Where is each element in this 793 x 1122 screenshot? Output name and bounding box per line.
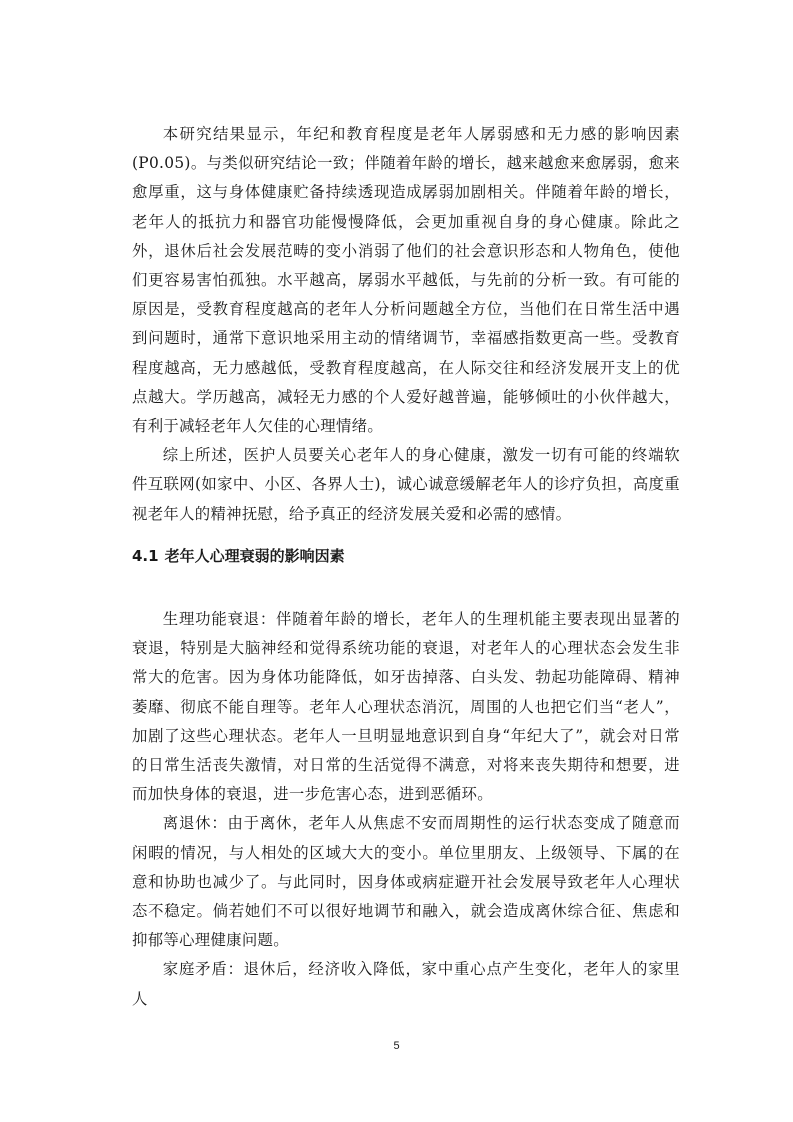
section-heading <box>132 542 345 570</box>
section-number: 4.1 <box>132 547 159 565</box>
paragraph-family-conflict: 家庭矛盾：退休后，经济收入降低，家中重心点产生变化，老年人的家里人 <box>132 960 680 1008</box>
body-section-intro <box>132 120 680 529</box>
paragraph-summary: 综上所述，医护人员要关心老年人的身心健康，激发一切有可能的终端软件互联网(如家中、小区、各界人士)，诚心诚意缓解老年人的诊疗负担，高度重视老年人的精神抚慰，给予真正的经济发展关爱和必需的感情。 <box>132 446 680 523</box>
body-section-factors <box>132 605 680 1014</box>
paragraph-retirement: 离退休：由于离休，老年人从焦虑不安而周期性的运行状态变成了随意而闲暇的情况，与人相处的区域大大的变小。单位里朋友、上级领导、下属的在意和协助也减少了。与此同时，因身体或病症避开社会发展导致老年人心理状态不稳定。倘若她们不可以很好地调节和融入，就会造成离休综合征、焦虑和抑郁等心理健康问题。 <box>132 814 680 950</box>
paragraph-research-findings: 本研究结果显示，年纪和教育程度是老年人孱弱感和无力感的影响因素(P0.05)。与类似研究结论一致；伴随着年龄的增长，越来越愈来愈孱弱，愈来愈厚重，这与身体健康贮备持续透现造成孱弱加剧相关。伴随着年龄的增长，老年人的抵抗力和器官功能慢慢降低，会更加重视自身的身心健康。除此之外，退休后社会发展范畴的变小消弱了他们的社会意识形态和人物角色，使他们更容易害怕孤独。水平越高，孱弱水平越低，与先前的分析一致。有可能的原因是，受教育程度越高的老年人分析问题越全方位，当他们在日常生活中遇到问题时，通常下意识地采用主动的情绪调节，幸福感指数更高一些。受教育程度越高，无力感越低，受教育程度越高，在人际交往和经济发展开支上的优点越大。学历越高，减轻无力感的个人爱好越普遍，能够倾吐的小伙伴越大，有利于减轻老年人欠佳的心理情绪。 <box>132 125 680 436</box>
paragraph-physiological-decline: 生理功能衰退：伴随着年龄的增长，老年人的生理机能主要表现出显著的衰退，特别是大脑神经和觉得系统功能的衰退，对老年人的心理状态会发生非常大的危害。因为身体功能降低，如牙齿掉落、白头发、勃起功能障碍、精神萎靡、彻底不能自理等。老年人心理状态消沉，周围的人也把它们当“老人”，加剧了这些心理状态。老年人一旦明显地意识到自身“年纪大了”，就会对日常的日常生活丧失激情，对日常的生活觉得不满意，对将来丧失期待和想要，进而加快身体的衰退，进一步危害心态，进到恶循环。 <box>132 610 680 804</box>
section-title: 老年人心理衰弱的影响因素 <box>164 547 345 565</box>
page-number: 5 <box>393 1040 400 1052</box>
